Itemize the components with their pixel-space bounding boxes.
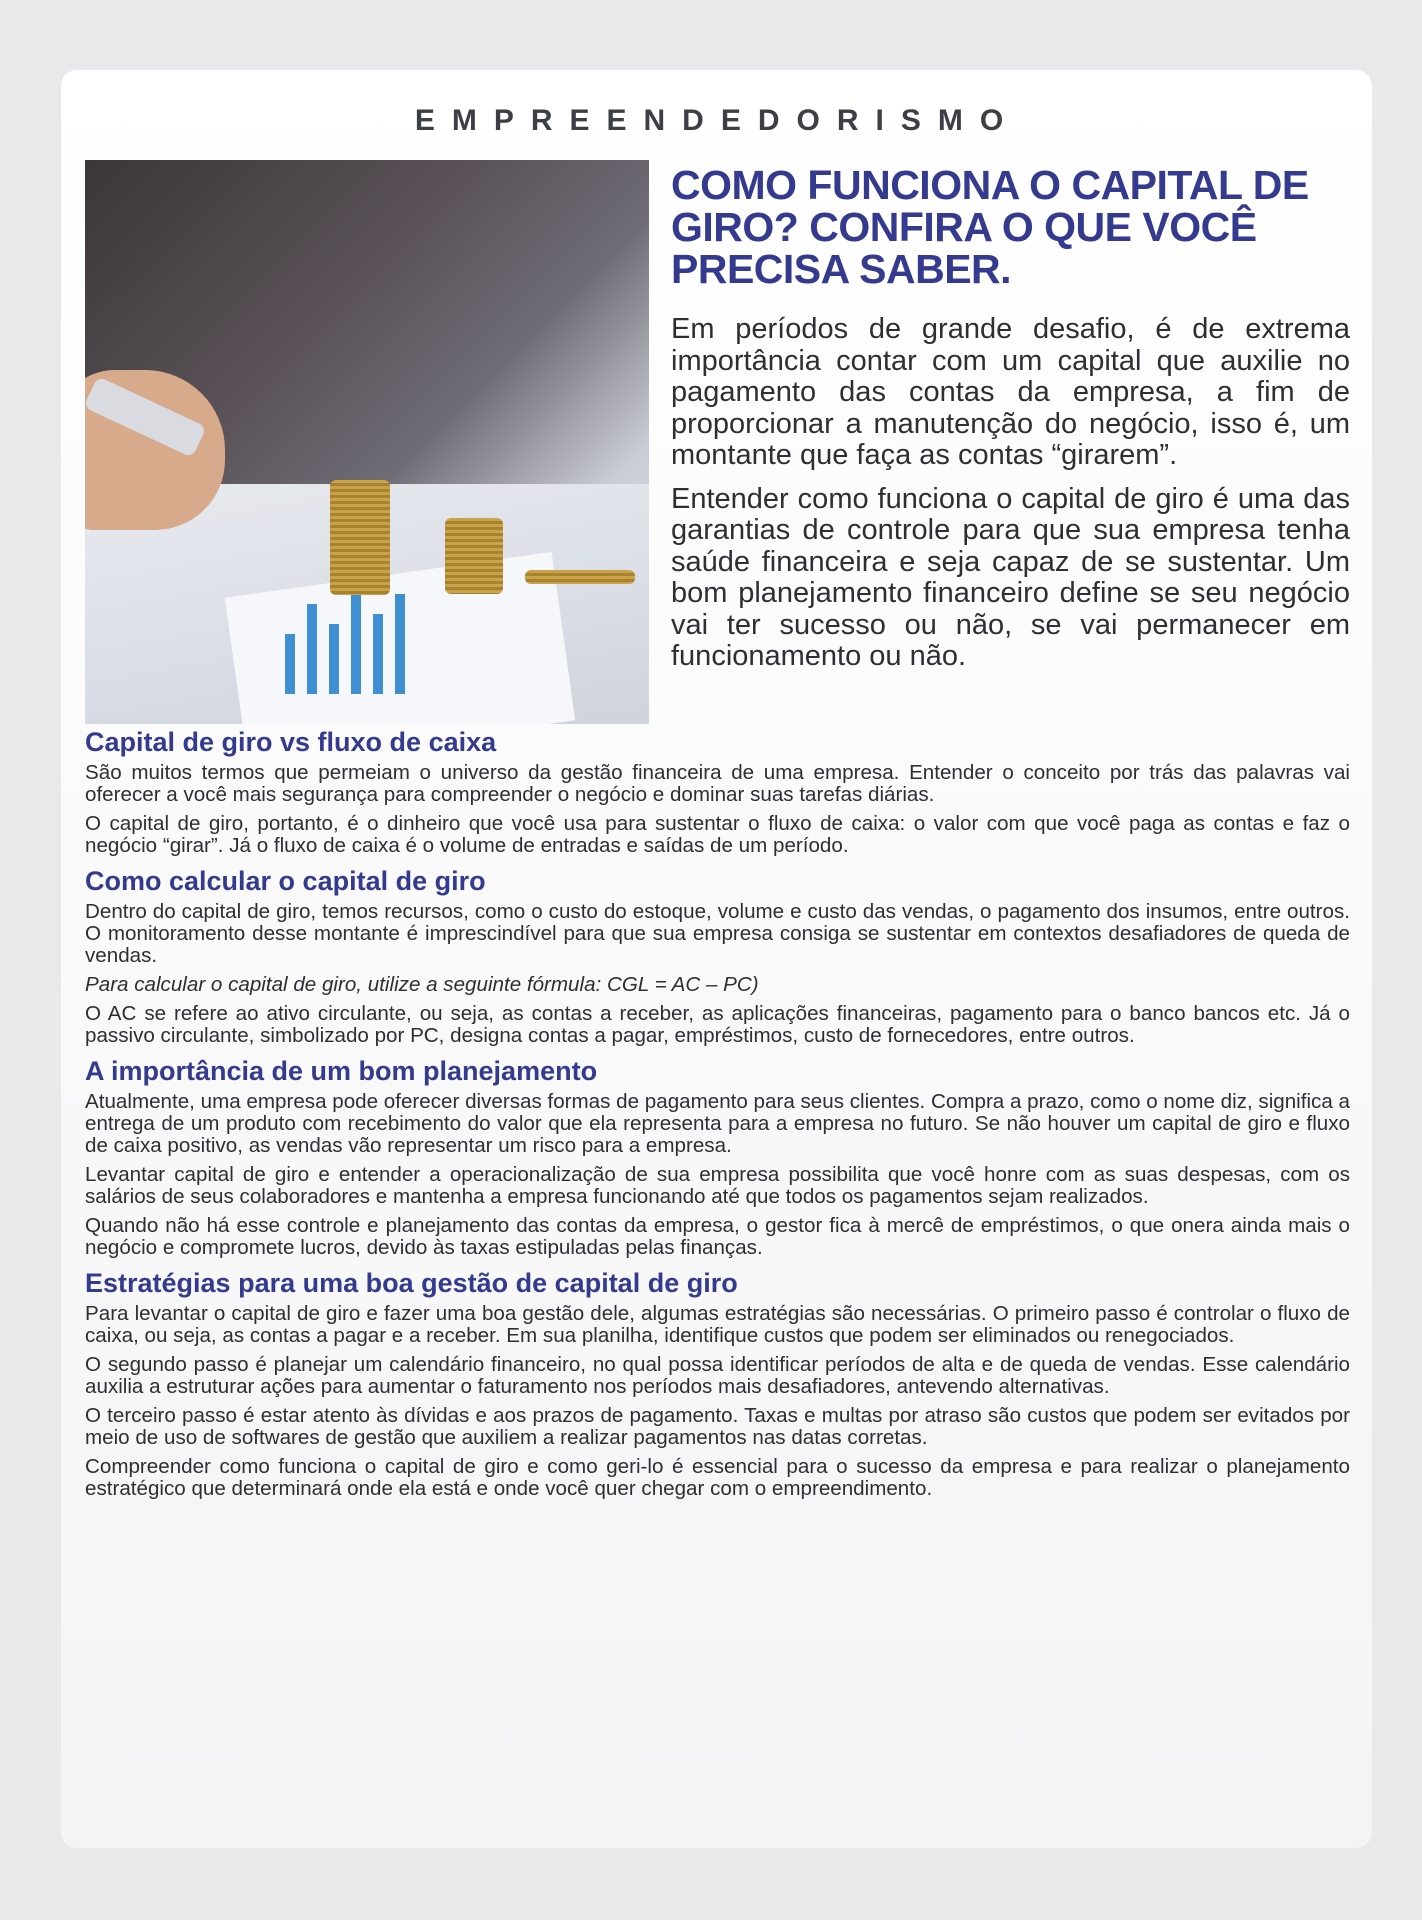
paragraph: Levantar capital de giro e entender a operacionalização de sua empresa possibilita que você honre com as suas despesas, com os salários de seus colaboradores e mantenha a empresa funcionando até que todos os pagamentos sejam realizados. <box>85 1163 1350 1208</box>
section-title: Capital de giro vs fluxo de caixa <box>85 727 497 757</box>
paragraph: Quando não há esse controle e planejamento das contas da empresa, o gestor fica à mercê de empréstimos, o que onera ainda mais o negócio e compromete lucros, devido às taxas estipuladas pelas finanças. <box>85 1214 1350 1259</box>
paragraph: Atualmente, uma empresa pode oferecer diversas formas de pagamento para seus clientes. Compra a prazo, como o nome diz, significa a entrega de um produto com recebimento do valor que ela representa para a empresa no futuro. Se não houver um capital de giro e fluxo de caixa positivo, as vendas vão representar um risco para a empresa. <box>85 1090 1350 1157</box>
section-kicker: EMPREENDEDORISMO <box>414 104 1021 137</box>
lead-paragraph: Entender como funciona o capital de giro é uma das garantias de controle para que sua empresa tenha saúde financeira e seja capaz de se sustentar. Um bom planejamento financeiro define se seu negócio vai ter sucesso ou não, se vai permanecer em funcionamento ou não. <box>671 482 1350 672</box>
section-capital-vs-fluxo <box>85 726 1350 857</box>
lead-paragraph: Em períodos de grande desafio, é de extrema importância contar com um capital que auxilie no pagamento das contas da empresa, a fim de proporcionar a manutenção do negócio, isso é, um montante que faça as contas “girarem”. <box>671 313 1350 471</box>
article-body <box>85 726 1350 1500</box>
section-title: Estratégias para uma boa gestão de capital de giro <box>85 1268 738 1298</box>
section-title: Como calcular o capital de giro <box>85 866 486 896</box>
paragraph: O capital de giro, portanto, é o dinheiro que você usa para sustentar o fluxo de caixa: o valor com que você paga as contas e faz o negócio “girar”. Já o fluxo de caixa é o volume de entradas e saídas de um período. <box>85 812 1350 857</box>
section-estrategias <box>85 1267 1350 1500</box>
paragraph: Dentro do capital de giro, temos recursos, como o custo do estoque, volume e custo das vendas, o pagamento dos insumos, entre outros. O monitoramento desse montante é imprescindível para que sua empresa consiga se sustentar em contextos desafiadores de queda de vendas. <box>85 900 1350 967</box>
paragraph: O AC se refere ao ativo circulante, ou seja, as contas a receber, as aplicações financeiras, pagamento para o banco bancos etc. Já o passivo circulante, simbolizado por PC, designa contas a pagar, empréstimos, custo de fornecedores, entre outros. <box>85 1002 1350 1047</box>
paragraph: São muitos termos que permeiam o universo da gestão financeira de uma empresa. Entender o conceito por trás das palavras vai oferecer a você mais segurança para compreender o negócio e dominar suas tarefas diárias. <box>85 761 1350 806</box>
paragraph: O segundo passo é planejar um calendário financeiro, no qual possa identificar períodos de alta e de queda de vendas. Esse calendário auxilia a estruturar ações para aumentar o faturamento nos períodos mais desafiadores, antevendo alternativas. <box>85 1353 1350 1398</box>
section-planejamento <box>85 1055 1350 1259</box>
formula-paragraph: Para calcular o capital de giro, utilize a seguinte fórmula: CGL = AC – PC) <box>85 973 759 996</box>
section-title: A importância de um bom planejamento <box>85 1056 598 1086</box>
section-como-calcular <box>85 865 1350 1047</box>
coins-photo <box>85 160 649 724</box>
paragraph: O terceiro passo é estar atento às dívidas e aos prazos de pagamento. Taxas e multas por atraso são custos que podem ser evitados por meio de uso de softwares de gestão que auxiliem a realizar pagamentos nas datas corretas. <box>85 1404 1350 1449</box>
article-headline: COMO FUNCIONA O CAPITAL DE GIRO? CONFIRA O QUE VOCÊ PRECISA SABER. <box>671 162 1309 292</box>
article-header <box>85 160 1350 724</box>
paragraph: Compreender como funciona o capital de giro e como geri-lo é essencial para o sucesso da empresa e para realizar o planejamento estratégico que determinará onde ela está e onde você quer chegar com o empreendimento. <box>85 1455 1350 1500</box>
paragraph: Para levantar o capital de giro e fazer uma boa gestão dele, algumas estratégias são necessárias. O primeiro passo é controlar o fluxo de caixa, ou seja, as contas a pagar e a receber. Em sua planilha, identifique custos que podem ser eliminados ou renegociados. <box>85 1302 1350 1347</box>
header-text <box>671 160 1350 673</box>
lead-text <box>671 314 1350 673</box>
article-card <box>61 70 1372 1848</box>
